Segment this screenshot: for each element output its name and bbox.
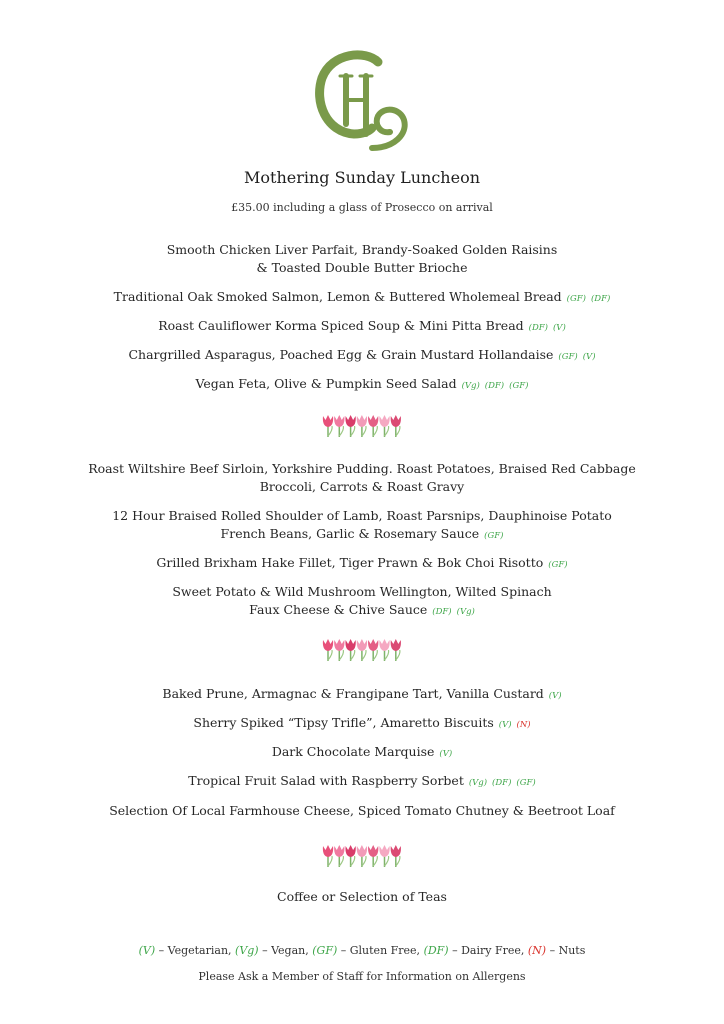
legend-text: – Vegan,: [258, 944, 313, 957]
legend-tag: (Vg): [235, 944, 259, 957]
price-line: £35.00 including a glass of Prosecco on arrival: [231, 201, 493, 214]
dietary-tag: (V): [582, 352, 596, 362]
menu-item: [0, 714, 724, 734]
item-line: 12 Hour Braised Rolled Shoulder of Lamb, Roast Parsnips, Dauphinoise Potato: [112, 508, 612, 523]
dietary-tag: (Vg): [468, 778, 488, 788]
dietary-tag: (GF): [548, 560, 568, 570]
dietary-tag: (DF): [528, 323, 548, 333]
legend-text: – Gluten Free,: [337, 944, 424, 957]
dietary-tag: (GF): [566, 294, 586, 304]
legend-text: – Dairy Free,: [448, 944, 528, 957]
dietary-tag: (DF): [432, 607, 452, 617]
dietary-tag: (Vg): [456, 607, 475, 617]
dietary-tag: (GF): [516, 778, 536, 788]
item-line: Faux Cheese & Chive Sauce: [249, 602, 428, 617]
dietary-tag: (DF): [484, 381, 505, 391]
dietary-legend: [0, 944, 724, 957]
item-line: Sherry Spiked “Tipsy Trifle”, Amaretto Biscuits: [193, 715, 494, 730]
menu-item: [0, 241, 724, 277]
tulip-row-icon: [322, 636, 402, 662]
item-line: Grilled Brixham Hake Fillet, Tiger Prawn & Bok Choi Risotto: [156, 555, 544, 570]
menu-title: Mothering Sunday Luncheon: [244, 168, 480, 187]
dietary-tag: (V): [552, 323, 566, 333]
closing-line: Coffee or Selection of Teas: [277, 889, 447, 904]
item-line: Baked Prune, Armagnac & Frangipane Tart, Vanilla Custard: [162, 686, 544, 701]
legend-text: – Nuts: [546, 944, 586, 957]
dietary-tag: (DF): [492, 778, 512, 788]
item-line: Vegan Feta, Olive & Pumpkin Seed Salad: [195, 376, 457, 391]
menu-item: [0, 554, 724, 574]
item-line: Sweet Potato & Wild Mushroom Wellington, Wilted Spinach: [172, 584, 552, 599]
legend-tag: (DF): [423, 944, 449, 957]
item-line: Smooth Chicken Liver Parfait, Brandy-Soaked Golden Raisins: [166, 242, 558, 257]
allergen-note: Please Ask a Member of Staff for Information on Allergens: [198, 970, 526, 983]
item-line: Roast Cauliflower Korma Spiced Soup & Mini Pitta Bread: [158, 318, 524, 333]
dietary-tag: (V): [548, 691, 562, 701]
dietary-tag: (GF): [558, 352, 578, 362]
item-line: French Beans, Garlic & Rosemary Sauce: [220, 526, 480, 541]
legend-tag: (GF): [312, 944, 338, 957]
menu-item: [0, 346, 724, 366]
menu-item: [0, 743, 724, 763]
item-line: Selection Of Local Farmhouse Cheese, Spiced Tomato Chutney & Beetroot Loaf: [109, 803, 615, 818]
item-line: Roast Wiltshire Beef Sirloin, Yorkshire Pudding. Roast Potatoes, Braised Red Cabbage: [88, 461, 636, 476]
tulip-row-icon: [322, 412, 402, 438]
menu-item: [0, 507, 724, 545]
dietary-tag: (GF): [484, 531, 504, 541]
legend-tag: (N): [527, 944, 547, 957]
menu-item: [0, 460, 724, 496]
menu-item: [0, 317, 724, 337]
ch-monogram-logo: [308, 48, 416, 152]
item-line: & Toasted Double Butter Brioche: [256, 260, 468, 275]
menu-item: [0, 802, 724, 820]
dietary-tag: (N): [516, 720, 531, 730]
dietary-tag: (V): [498, 720, 512, 730]
tulip-row-icon: [322, 842, 402, 868]
menu-item: [0, 685, 724, 705]
menu-item: [0, 772, 724, 792]
menu-item: [0, 288, 724, 308]
dietary-tag: (DF): [590, 294, 611, 304]
item-line: Traditional Oak Smoked Salmon, Lemon & Buttered Wholemeal Bread: [113, 289, 562, 304]
dietary-tag: (Vg): [461, 381, 480, 391]
legend-tag: (V): [138, 944, 156, 957]
menu-item: [0, 375, 724, 395]
item-line: Dark Chocolate Marquise: [271, 744, 435, 759]
dietary-tag: (V): [439, 749, 453, 759]
menu-item: [0, 583, 724, 621]
item-line: Broccoli, Carrots & Roast Gravy: [259, 479, 465, 494]
item-line: Chargrilled Asparagus, Poached Egg & Grain Mustard Hollandaise: [128, 347, 554, 362]
item-line: Tropical Fruit Salad with Raspberry Sorbet: [188, 773, 464, 788]
dietary-tag: (GF): [509, 381, 529, 391]
legend-text: – Vegetarian,: [155, 944, 236, 957]
